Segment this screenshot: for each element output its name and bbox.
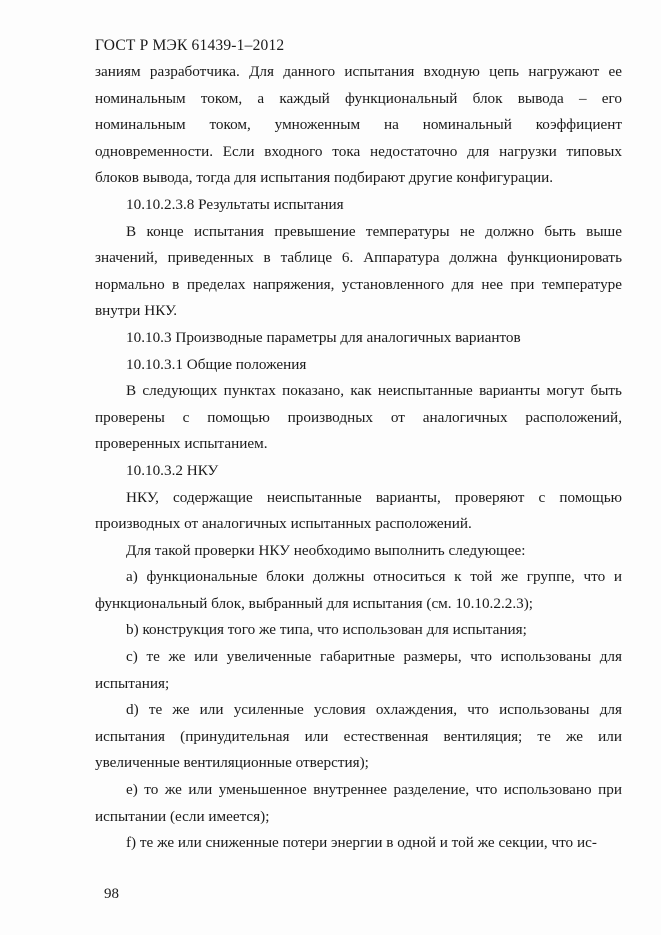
document-body	[95, 59, 622, 857]
list-item-b: b) конструкция того же типа, что использован для испытания;	[126, 621, 527, 639]
standard-code-header: ГОСТ Р МЭК 61439-1–2012	[95, 37, 285, 54]
list-item-d: d) те же или усиленные условия охлаждения, что использованы для испытания (принудительная или естественная вентиляция; те же или увеличенные вентиляционные отверстия);	[95, 701, 622, 772]
paragraph-test-results: В конце испытания превышение температуры не должно быть выше значений, приведенных в таблице 6. Аппаратура должна функционировать нормально в пределах напряжения, установленного для нее при температуре внутри НКУ.	[95, 222, 622, 320]
section-heading-10-10-2-3-8: 10.10.2.3.8 Результаты испытания	[126, 195, 344, 213]
section-heading-10-10-3-2: 10.10.3.2 НКУ	[126, 461, 219, 479]
paragraph-nku: НКУ, содержащие неиспытанные варианты, проверяют с помощью производных от аналогичных испытанных расположений.	[95, 488, 622, 533]
list-item-e: e) то же или уменьшенное внутреннее разделение, что использовано при испытании (если имеется);	[95, 781, 622, 825]
list-item-c: c) те же или увеличенные габаритные размеры, что использованы для испытания;	[95, 648, 622, 692]
paragraph-requirements-intro: Для такой проверки НКУ необходимо выполнить следующее:	[126, 541, 526, 559]
paragraph-general: В следующих пунктах показано, как неиспытанные варианты могут быть проверены с помощью производных от аналогичных расположений, проверенных испытанием.	[95, 382, 622, 453]
page-number: 98	[104, 886, 119, 902]
section-heading-10-10-3: 10.10.3 Производные параметры для аналогичных вариантов	[126, 328, 521, 346]
list-item-a: a) функциональные блоки должны относиться к той же группе, что и функциональный блок, выбранный для испытания (см. 10.10.2.2.3);	[95, 568, 622, 612]
paragraph-continuation: заниям разработчика. Для данного испытания входную цепь нагружают ее номинальным током, а каждый функциональный блок вывода – его номинальным током, умноженным на номинальный коэффициент одновременности. Если входного тока недостаточно для нагрузки типовых блоков вывода, тогда для испытания подбирают другие конфигурации.	[95, 63, 622, 187]
section-heading-10-10-3-1: 10.10.3.1 Общие положения	[126, 355, 307, 373]
list-item-f: f) те же или сниженные потери энергии в одной и той же секции, что ис-	[126, 834, 597, 852]
